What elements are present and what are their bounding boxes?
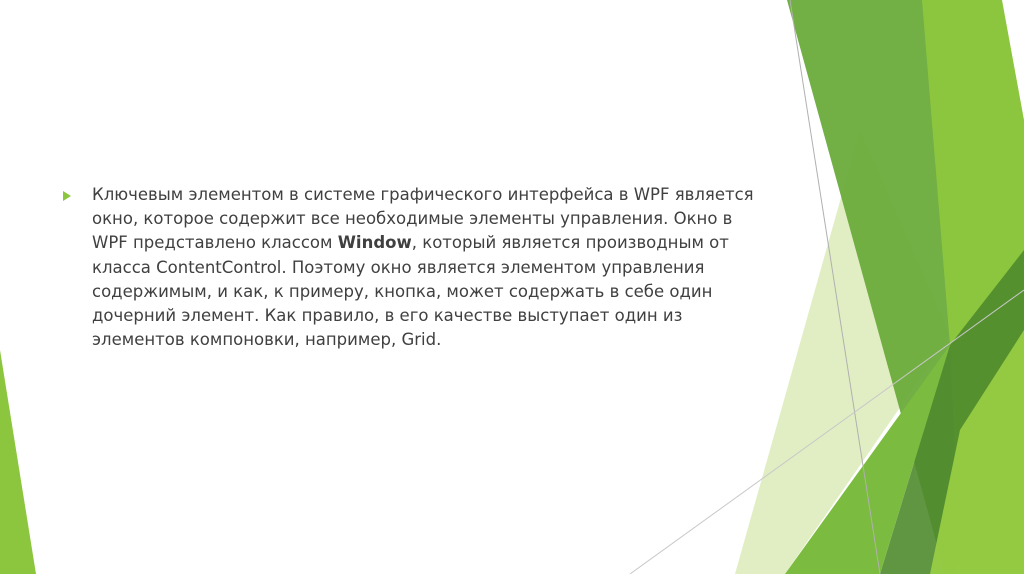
bullet-paragraph: [92, 183, 782, 352]
left-edge-facet: [0, 350, 36, 574]
text-line: WPF представлено классом: [92, 233, 338, 253]
bullet-list: [63, 183, 783, 352]
text-line: элементов компоновки, например, Grid.: [92, 330, 442, 350]
bullet-arrow-icon: [63, 191, 71, 201]
text-line: класса ContentControl. Поэтому окно является элементом управления: [92, 257, 705, 277]
text-line: окно, которое содержит все необходимые элементы управления. Окно в: [92, 209, 733, 229]
text-line: дочерний элемент. Как правило, в его качестве выступает один из: [92, 306, 683, 326]
text-line: содержимым, и как, к примеру, кнопка, может содержать в себе один: [92, 281, 713, 301]
class-name-window: Window: [337, 233, 412, 253]
text-line: Ключевым элементом в системе графического интерфейса в WPF является: [92, 185, 754, 204]
text-line: , который является производным от: [411, 233, 729, 253]
